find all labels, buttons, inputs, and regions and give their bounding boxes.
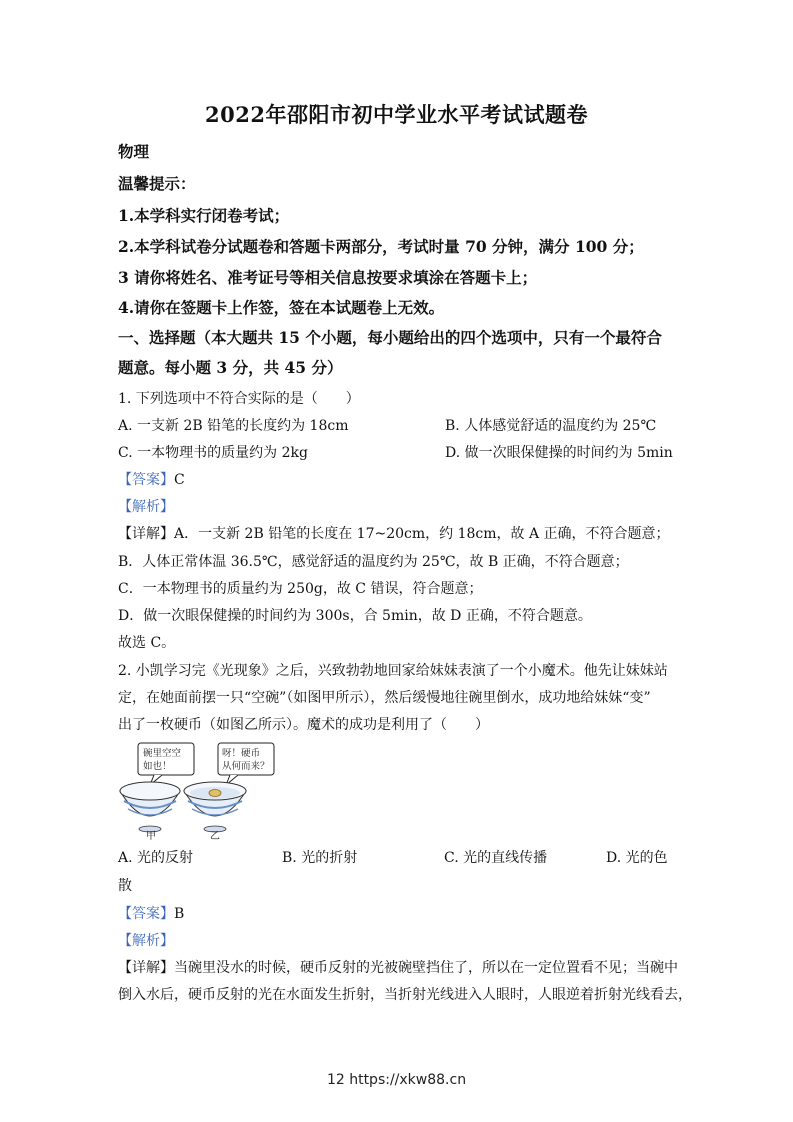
notice-heading: 温馨提示： <box>118 174 196 193</box>
section-heading-line: 一、选择题（本大题共 15 个小题，每小题给出的四个选项中，只有一个最符合 <box>118 328 662 347</box>
notice-item: 2.本学科试卷分试题卷和答题卡两部分，考试时量 70 分钟，满分 100 分； <box>118 237 644 256</box>
answer-value: C <box>174 472 185 488</box>
question-stem-line: 2. 小凯学习完《光现象》之后，兴致勃勃地回家给妹妹表演了一个小魔术。他先让妹妹站 <box>118 663 668 679</box>
detail-line: D．做一次眼保健操的时间约为 300s，合 5min，故 D 正确，不符合题意。 <box>118 608 592 624</box>
answer-tag: 【答案】 <box>118 906 174 922</box>
answer-line <box>118 903 184 923</box>
empty-bowl <box>120 782 180 832</box>
option-d: D. 光的色 <box>606 850 668 866</box>
speech-bubble-right <box>218 743 274 785</box>
option-d: D. 做一次眼保健操的时间约为 5min <box>445 445 673 461</box>
option-c: C. 一本物理书的质量约为 2kg <box>118 445 308 461</box>
detail-text: 当碗里没水的时候，硬币反射的光被碗壁挡住了，所以在一定位置看不见；当碗中 <box>174 960 678 976</box>
question-stem-line: 出了一枚硬币（如图乙所示）。魔术的成功是利用了（ ） <box>118 717 489 733</box>
coin-icon <box>209 790 221 797</box>
question-stem: 1. 下列选项中不符合实际的是（ ） <box>118 391 360 407</box>
bubble-right-line: 从何而来？ <box>222 761 270 772</box>
subject-label: 物理 <box>118 142 150 161</box>
detail-tag: 【详解】 <box>118 960 174 976</box>
conclusion-line: 故选 C。 <box>118 635 176 651</box>
answer-line <box>118 469 185 489</box>
notice-item: 3 请你将姓名、准考证号等相关信息按要求填涂在答题卡上； <box>118 268 538 287</box>
detail-line: 倒入水后，硬币反射的光在水面发生折射，当折射光线进入人眼时，人眼逆着折射光线看去， <box>118 987 692 1003</box>
question-stem-line: 定，在她面前摆一只“空碗”（如图甲所示），然后缓慢地往碗里倒水，成功地给妹妹“变” <box>118 690 651 706</box>
option-c: C. 光的直线传播 <box>444 850 548 866</box>
bubble-right-line: 呀！硬币 <box>222 748 261 759</box>
page-footer: 12 https://xkw88.cn <box>326 1072 467 1088</box>
water-bowl <box>184 782 246 832</box>
bubble-left-line: 如也！ <box>143 761 172 772</box>
detail-tag: 【详解】 <box>118 526 174 542</box>
detail-line <box>118 957 678 977</box>
option-a: A. 光的反射 <box>118 850 194 866</box>
notice-item: 4.请你在签题卡上作签，签在本试题卷上无效。 <box>118 298 445 317</box>
option-d-wrap: 散 <box>118 878 132 894</box>
option-b: B. 人体感觉舒适的温度约为 25℃ <box>445 418 657 434</box>
option-a: A. 一支新 2B 铅笔的长度约为 18cm <box>118 418 349 434</box>
section-heading-line: 题意。每小题 3 分，共 45 分） <box>118 358 343 377</box>
bowl-figure <box>118 741 293 841</box>
bubble-left-line: 碗里空空 <box>143 748 182 759</box>
page-title: 2022年邵阳市初中学业水平考试试题卷 <box>205 102 588 127</box>
notice-item: 1.本学科实行闭卷考试； <box>118 206 290 225</box>
option-b: B. 光的折射 <box>282 850 358 866</box>
analysis-tag: 【解析】 <box>118 499 174 515</box>
figure-label-left: 甲 <box>146 831 156 841</box>
figure-label-right: 乙 <box>210 831 220 841</box>
detail-line: B．人体正常体温 36.5℃，感觉舒适的温度约为 25℃，故 B 正确，不符合题意； <box>118 554 629 570</box>
analysis-tag: 【解析】 <box>118 933 174 949</box>
answer-value: B <box>174 906 185 922</box>
speech-bubble-left <box>138 743 194 785</box>
detail-line: C．一本物理书的质量约为 250g，故 C 错误，符合题意； <box>118 581 483 597</box>
detail-text: A．一支新 2B 铅笔的长度在 17~20cm，约 18cm，故 A 正确，不符合题意； <box>174 526 670 542</box>
answer-tag: 【答案】 <box>118 472 174 488</box>
detail-line <box>118 523 670 543</box>
